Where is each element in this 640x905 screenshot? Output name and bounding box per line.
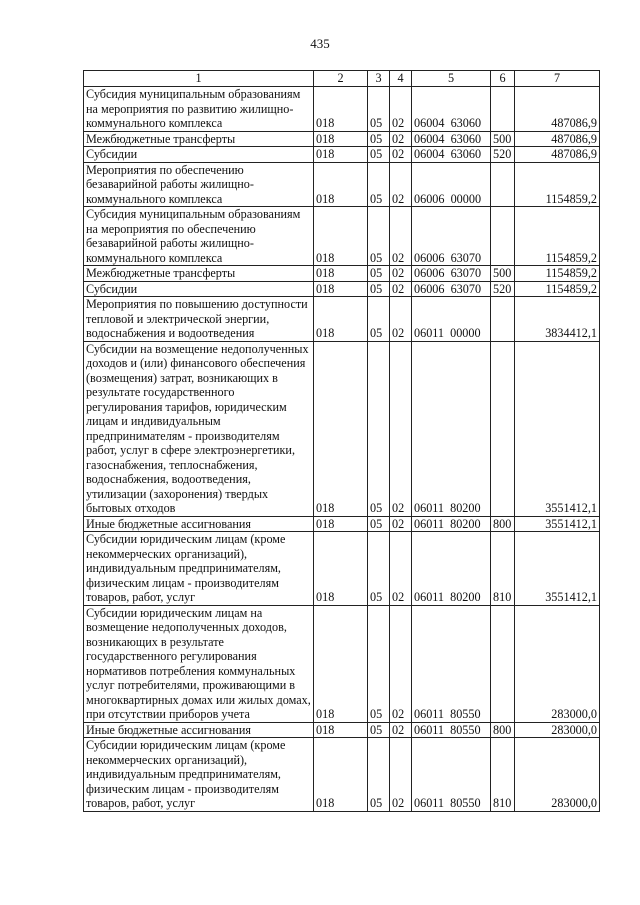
row-c5-cell: 06011 00000 xyxy=(412,297,491,342)
row-c3-cell: 05 xyxy=(368,162,390,207)
row-c5-cell: 06011 80200 xyxy=(412,532,491,606)
row-c4-cell: 02 xyxy=(390,605,412,722)
row-c7-cell: 3551412,1 xyxy=(515,532,600,606)
row-name-cell: Субсидии юридическим лицам (кроме некоммерческих организаций), индивидуальным предпринимателям, физическим лицам - производителям товаров, работ, услуг xyxy=(84,738,314,812)
row-c2-cell: 018 xyxy=(314,162,368,207)
row-c2-cell: 018 xyxy=(314,87,368,132)
row-c5-cell: 06011 80550 xyxy=(412,738,491,812)
row-c4-cell: 02 xyxy=(390,207,412,266)
row-c4-cell: 02 xyxy=(390,131,412,147)
row-c4-cell: 02 xyxy=(390,516,412,532)
row-c7-cell: 3551412,1 xyxy=(515,341,600,516)
row-c7-cell: 283000,0 xyxy=(515,722,600,738)
row-name-cell: Субсидии юридическим лицам (кроме некоммерческих организаций), индивидуальным предпринимателям, физическим лицам - производителям товаров, работ, услуг xyxy=(84,532,314,606)
row-c2-cell: 018 xyxy=(314,722,368,738)
row-c2-cell: 018 xyxy=(314,516,368,532)
row-c2-cell: 018 xyxy=(314,532,368,606)
row-c7-cell: 1154859,2 xyxy=(515,281,600,297)
header-row xyxy=(84,71,600,87)
row-c3-cell: 05 xyxy=(368,207,390,266)
row-c7-cell: 1154859,2 xyxy=(515,266,600,282)
column-header: 5 xyxy=(412,71,491,87)
row-c7-cell: 487086,9 xyxy=(515,131,600,147)
row-c4-cell: 02 xyxy=(390,341,412,516)
row-c2-cell: 018 xyxy=(314,266,368,282)
table-row xyxy=(84,341,600,516)
column-header: 6 xyxy=(491,71,515,87)
column-header: 2 xyxy=(314,71,368,87)
row-c4-cell: 02 xyxy=(390,87,412,132)
row-c2-cell: 018 xyxy=(314,207,368,266)
row-c6-cell xyxy=(491,162,515,207)
row-c6-cell: 520 xyxy=(491,147,515,163)
row-c5-cell: 06004 63060 xyxy=(412,131,491,147)
row-c3-cell: 05 xyxy=(368,297,390,342)
row-c6-cell xyxy=(491,297,515,342)
row-name-cell: Иные бюджетные ассигнования xyxy=(84,722,314,738)
row-c3-cell: 05 xyxy=(368,738,390,812)
table-row xyxy=(84,532,600,606)
row-c3-cell: 05 xyxy=(368,147,390,163)
row-c4-cell: 02 xyxy=(390,281,412,297)
row-c7-cell: 487086,9 xyxy=(515,87,600,132)
row-c5-cell: 06004 63060 xyxy=(412,147,491,163)
table-row xyxy=(84,281,600,297)
row-c2-cell: 018 xyxy=(314,605,368,722)
row-name-cell: Субсидия муниципальным образованиям на мероприятия по обеспечению безаварийной работы жилищно-коммунального комплекса xyxy=(84,207,314,266)
row-c3-cell: 05 xyxy=(368,605,390,722)
row-c5-cell: 06011 80200 xyxy=(412,341,491,516)
row-c3-cell: 05 xyxy=(368,87,390,132)
row-c5-cell: 06011 80550 xyxy=(412,722,491,738)
row-c6-cell: 810 xyxy=(491,532,515,606)
row-c7-cell: 3551412,1 xyxy=(515,516,600,532)
row-name-cell: Субсидии на возмещение недополученных доходов и (или) финансового обеспечения (возмещения) затрат, возникающих в результате государственного регулирования тарифов, юридическим лицам и индивидуальным предпринимателям - производителям работ, услуг в сфере электроэнергетики, газоснабжения, теплоснабжения, водоснабжения, водоотведения, утилизации (захоронения) твердых бытовых отходов xyxy=(84,341,314,516)
row-c2-cell: 018 xyxy=(314,341,368,516)
table-row xyxy=(84,162,600,207)
row-c3-cell: 05 xyxy=(368,532,390,606)
row-c5-cell: 06006 00000 xyxy=(412,162,491,207)
table-row xyxy=(84,147,600,163)
row-c3-cell: 05 xyxy=(368,266,390,282)
row-c3-cell: 05 xyxy=(368,516,390,532)
row-c5-cell: 06006 63070 xyxy=(412,281,491,297)
row-name-cell: Мероприятия по обеспечению безаварийной работы жилищно-коммунального комплекса xyxy=(84,162,314,207)
table-row xyxy=(84,297,600,342)
row-c6-cell xyxy=(491,87,515,132)
row-c2-cell: 018 xyxy=(314,297,368,342)
row-c5-cell: 06006 63070 xyxy=(412,207,491,266)
row-c2-cell: 018 xyxy=(314,281,368,297)
column-header: 7 xyxy=(515,71,600,87)
table-row xyxy=(84,738,600,812)
row-c3-cell: 05 xyxy=(368,341,390,516)
row-c6-cell: 810 xyxy=(491,738,515,812)
row-c4-cell: 02 xyxy=(390,297,412,342)
row-c6-cell: 500 xyxy=(491,266,515,282)
table-row xyxy=(84,722,600,738)
row-name-cell: Межбюджетные трансферты xyxy=(84,131,314,147)
row-c6-cell: 800 xyxy=(491,722,515,738)
table-row xyxy=(84,516,600,532)
row-name-cell: Межбюджетные трансферты xyxy=(84,266,314,282)
row-c4-cell: 02 xyxy=(390,162,412,207)
budget-table xyxy=(83,70,600,812)
row-c4-cell: 02 xyxy=(390,266,412,282)
row-c7-cell: 1154859,2 xyxy=(515,207,600,266)
row-c7-cell: 283000,0 xyxy=(515,605,600,722)
table-row xyxy=(84,87,600,132)
row-c7-cell: 3834412,1 xyxy=(515,297,600,342)
row-name-cell: Субсидии xyxy=(84,281,314,297)
row-c6-cell: 520 xyxy=(491,281,515,297)
row-c5-cell: 06006 63070 xyxy=(412,266,491,282)
row-c2-cell: 018 xyxy=(314,147,368,163)
row-c5-cell: 06011 80200 xyxy=(412,516,491,532)
row-c4-cell: 02 xyxy=(390,738,412,812)
row-c6-cell: 800 xyxy=(491,516,515,532)
row-name-cell: Иные бюджетные ассигнования xyxy=(84,516,314,532)
row-c5-cell: 06004 63060 xyxy=(412,87,491,132)
row-c7-cell: 487086,9 xyxy=(515,147,600,163)
row-c6-cell xyxy=(491,207,515,266)
row-name-cell: Мероприятия по повышению доступности тепловой и электрической энергии, водоснабжения и водоотведения xyxy=(84,297,314,342)
column-header: 1 xyxy=(84,71,314,87)
row-c2-cell: 018 xyxy=(314,131,368,147)
page-number: 435 xyxy=(310,36,330,51)
row-c4-cell: 02 xyxy=(390,147,412,163)
row-c2-cell: 018 xyxy=(314,738,368,812)
row-c4-cell: 02 xyxy=(390,722,412,738)
column-header: 4 xyxy=(390,71,412,87)
row-name-cell: Субсидии xyxy=(84,147,314,163)
row-name-cell: Субсидии юридическим лицам на возмещение недополученных доходов, возникающих в результате государственного регулирования нормативов потребления коммунальных услуг потребителями, проживающими в многоквартирных домах или жилых домах, при отсутствии приборов учета xyxy=(84,605,314,722)
row-name-cell: Субсидия муниципальным образованиям на мероприятия по развитию жилищно-коммунального комплекса xyxy=(84,87,314,132)
row-c7-cell: 283000,0 xyxy=(515,738,600,812)
row-c3-cell: 05 xyxy=(368,722,390,738)
row-c3-cell: 05 xyxy=(368,281,390,297)
row-c4-cell: 02 xyxy=(390,532,412,606)
table-row xyxy=(84,131,600,147)
row-c7-cell: 1154859,2 xyxy=(515,162,600,207)
table-row xyxy=(84,207,600,266)
row-c6-cell xyxy=(491,605,515,722)
row-c6-cell xyxy=(491,341,515,516)
column-header: 3 xyxy=(368,71,390,87)
row-c5-cell: 06011 80550 xyxy=(412,605,491,722)
table-row xyxy=(84,266,600,282)
row-c6-cell: 500 xyxy=(491,131,515,147)
row-c3-cell: 05 xyxy=(368,131,390,147)
table-row xyxy=(84,605,600,722)
